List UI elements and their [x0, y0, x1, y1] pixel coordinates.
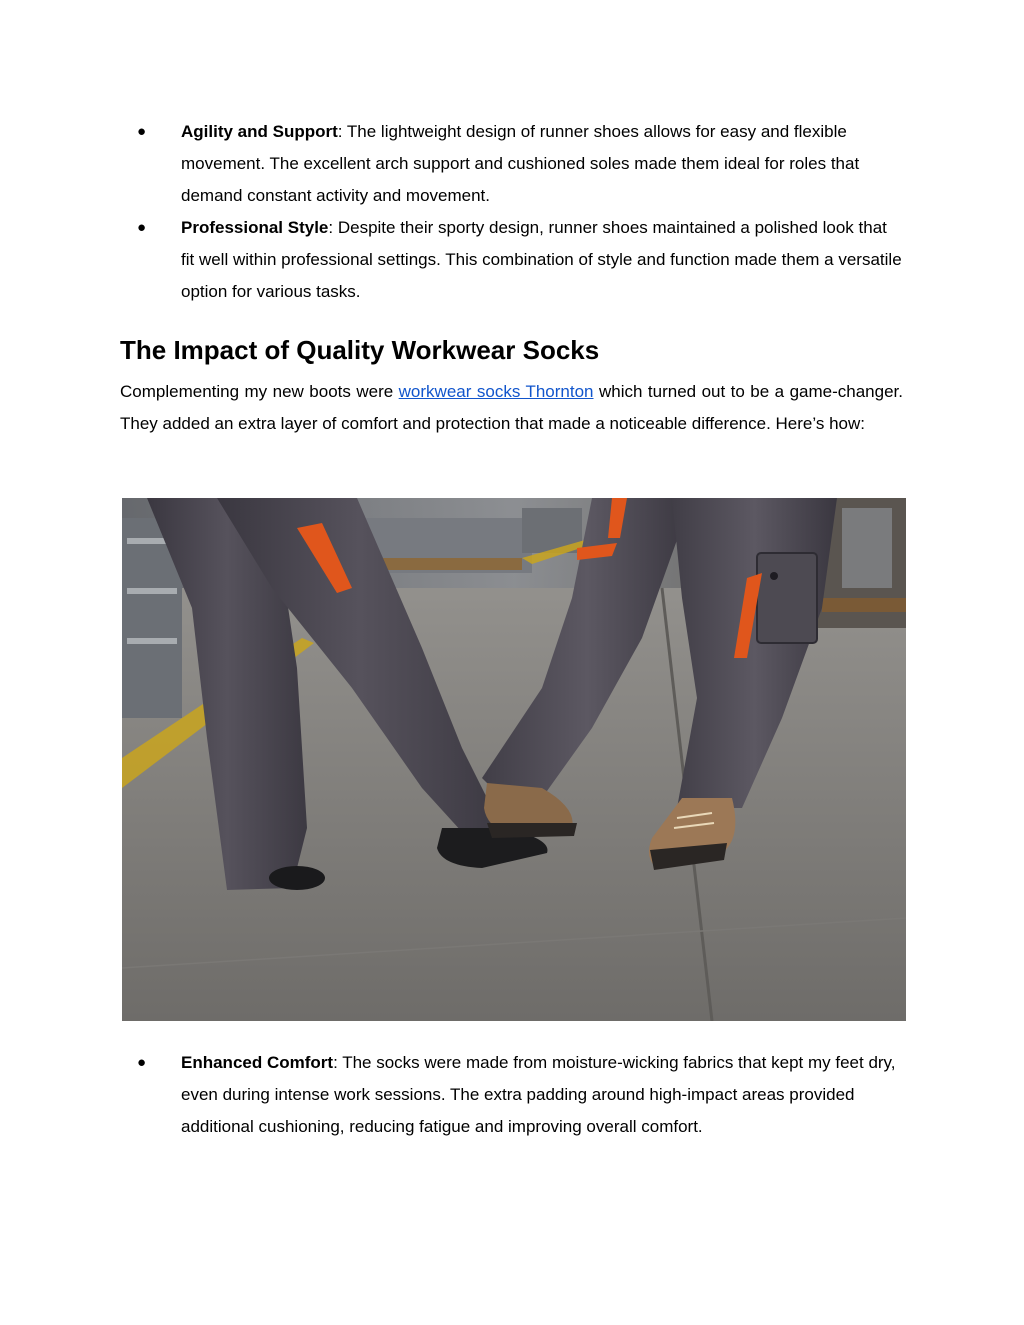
section-heading: The Impact of Quality Workwear Socks: [120, 335, 600, 365]
workwear-socks-link[interactable]: workwear socks Thornton: [398, 382, 594, 401]
workwear-photo-illustration: [122, 498, 906, 1021]
bullet-text: : Despite their sporty design, runner shoes maintained a polished look that fit well within professional settings. This combination of style and function made them a versatile option for various tasks.: [181, 218, 902, 301]
bullet-text: : The socks were made from moisture-wicking fabrics that kept my feet dry, even during intense work sessions. The extra padding around high-impact areas provided additional cushioning, reducing fatigue and improving overall comfort.: [181, 1053, 896, 1136]
bullet-term: Agility and Support: [181, 122, 338, 141]
bullet-text: : The lightweight design of runner shoes allows for easy and flexible movement. The excellent arch support and cushioned soles made them ideal for roles that demand constant activity and movement.: [181, 122, 860, 205]
bullet-term: Enhanced Comfort: [181, 1053, 334, 1072]
workwear-photo: [122, 498, 906, 1021]
section-intro-paragraph: [120, 376, 903, 439]
bullet-icon: ●: [137, 1054, 147, 1071]
list-item: [120, 116, 904, 212]
list-item: [120, 212, 904, 308]
bottom-bullet-list: [120, 1047, 904, 1143]
bullet-icon: ●: [137, 219, 147, 236]
bullet-icon: ●: [137, 123, 147, 140]
intro-text-before: Complementing my new boots were: [120, 382, 399, 401]
list-item: [120, 1047, 904, 1143]
bullet-term: Professional Style: [181, 218, 329, 237]
top-bullet-list: [120, 116, 904, 308]
intro-text-after: which turned out to be a game-changer. They added an extra layer of comfort and protection that made a noticeable difference. Here’s how:: [120, 382, 903, 433]
